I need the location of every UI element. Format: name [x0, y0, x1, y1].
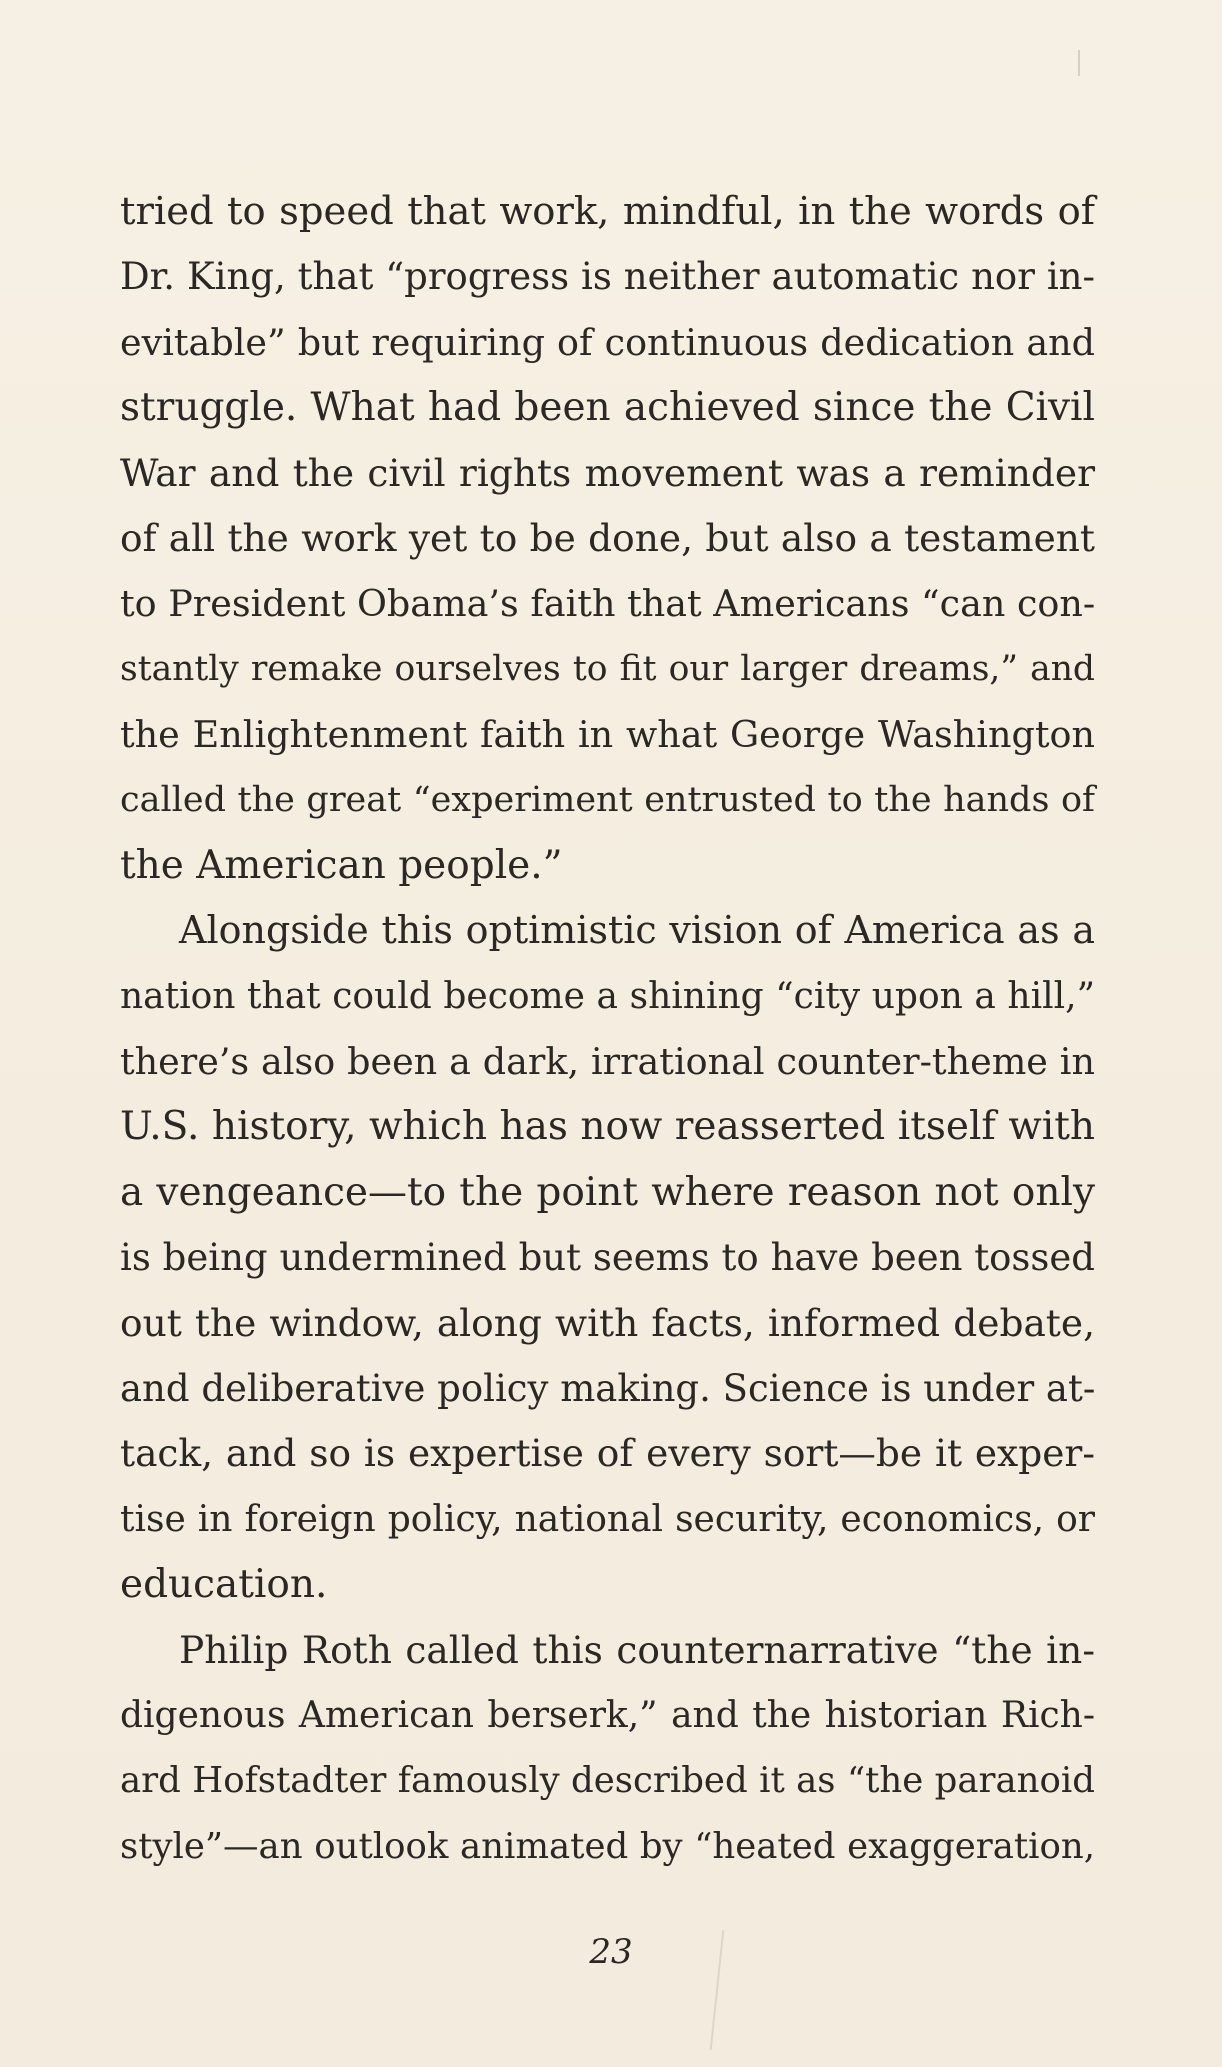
text-line: style”—an outlook animated by “heated exaggeration, — [120, 1825, 1095, 1867]
text-line: to President Obama’s faith that Americans “can con- — [120, 582, 1096, 626]
text-line: nation that could become a shining “city upon a hill,” — [120, 975, 1095, 1017]
text-line: the Enlightenment faith in what George Washington — [120, 713, 1095, 757]
text-line: tack, and so is expertise of every sort—be it exper- — [120, 1431, 1095, 1476]
text-line: evitable” but requiring of continuous dedication and — [120, 320, 1095, 364]
page-crease-mark — [1078, 50, 1080, 76]
text-line: called the great “experiment entrusted to the hands of — [120, 779, 1095, 820]
text-line: of all the work yet to be done, but also a testament — [120, 515, 1095, 560]
text-line: there’s also been a dark, irrational counter-theme in — [120, 1040, 1095, 1084]
text-line: ard Hofstadter famously described it as “the paranoid — [120, 1760, 1095, 1802]
text-line: education. — [120, 1562, 328, 1608]
text-line: stantly remake ourselves to fit our larger dreams,” and — [120, 648, 1095, 689]
text-line: the American people.” — [120, 842, 563, 888]
body-text — [120, 179, 1095, 1879]
text-line: a vengeance—to the point where reason not only — [120, 1169, 1095, 1215]
text-line: Alongside this optimistic vision of America as a — [179, 908, 1095, 953]
text-line: out the window, along with facts, informed debate, — [120, 1300, 1095, 1345]
text-line: is being undermined but seems to have been tossed — [120, 1236, 1095, 1280]
text-line: struggle. What had been achieved since the Civil — [120, 385, 1095, 431]
text-line: tise in foreign policy, national security, economics, or — [120, 1498, 1095, 1540]
text-line: and deliberative policy making. Science is under at- — [120, 1367, 1096, 1411]
text-line: tried to speed that work, mindful, in the words of — [120, 189, 1095, 234]
text-line: Dr. King, that “progress is neither automatic nor in- — [120, 255, 1095, 299]
text-line: Philip Roth called this counternarrative “the in- — [179, 1627, 1095, 1672]
text-line: U.S. history, which has now reasserted itself with — [120, 1104, 1095, 1150]
page-number: 23 — [589, 1932, 633, 1972]
text-line: digenous American berserk,” and the historian Rich- — [120, 1694, 1095, 1736]
text-line: War and the civil rights movement was a reminder — [120, 450, 1095, 495]
